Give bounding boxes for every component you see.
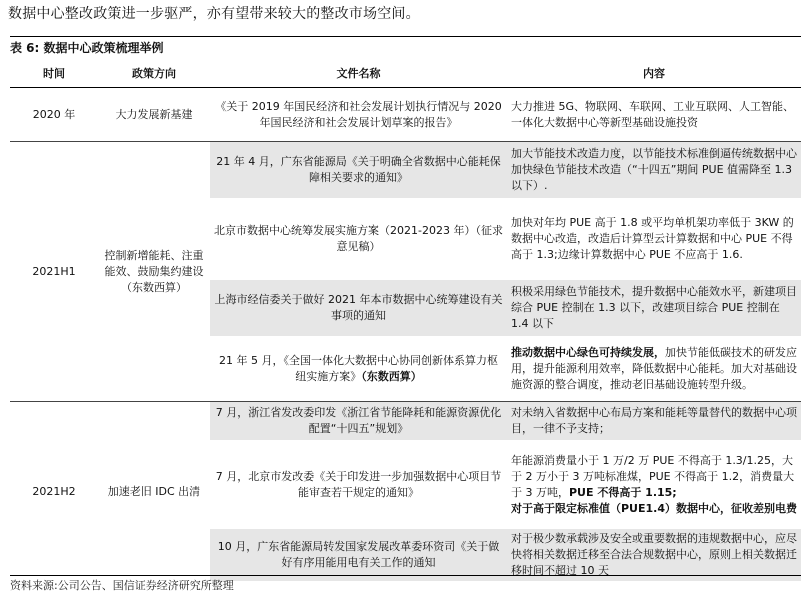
file-cell: 7 月，北京市发改委《关于印发进一步加强数据中心项目节能审查若干规定的通知》 [215,469,502,499]
table-row [10,142,801,199]
header-content: 内容 [507,61,801,88]
direction-cell: 加速老旧 IDC 出清 [107,484,201,498]
header-time: 时间 [10,61,98,88]
title-rule [10,36,801,37]
time-cell: 2021H1 [10,142,98,402]
content-text: 年能源消费量小于 1 万/2 万 PUE 不得高于 1.3/1.25，大于 2 万小于 3 万吨标准煤，PUE 不得高于 1.2，消费量大于 3 万吨， [511,453,795,499]
content-cell: 加快对年均 PUE 高于 1.8 或平均单机架功率低于 3KW 的数据中心改造，改造后计算型云计算数据和中心 PUE 不得高于 1.3;边缘计算数据中心 PUE 不应高于 1.6. [511,216,794,261]
content-text-bold: 推动数据中心绿色可持续发展， [511,345,665,359]
content-text-bold: 对于高于限定标准值（PUE1.4）数据中心，征收差别电费 [511,501,797,515]
table-title: 表 6: 数据中心政策梳理举例 [10,41,164,55]
content-text-bold: PUE 不得高于 1.15; [569,485,677,499]
content-cell: 积极采用绿色节能技术，提升数据中心能效水平，新建项目综合 PUE 控制在 1.3 以下，改建项目综合 PUE 控制在 1.4 以下 [507,280,801,336]
direction-cell: 控制新增能耗、注重能效、鼓励集约建设（东数西算） [98,142,210,402]
file-cell: 7 月，浙江省发改委印发《浙江省节能降耗和能源资源优化配置“十四五”规划》 [210,402,507,441]
intro-paragraph: 数据中心整改政策进一步驱严，亦有望带来较大的整改市场空间。 [8,6,420,22]
time-cell: 2021H2 [32,484,76,498]
file-cell: 上海市经信委关于做好 2021 年本市数据中心统筹建设有关事项的通知 [210,280,507,336]
header-file: 文件名称 [210,61,507,88]
bottom-rule [10,575,801,576]
file-cell: 10 月，广东省能源局转发国家发展改革委环资司《关于做好有序用能用电有关工作的通知 [210,529,507,581]
direction-cell: 大力发展新基建 [98,88,210,142]
content-text: 加快节能低碳技术的研发应用，提升能源利用效率，降低数据中心能耗。加大对基础设施资源的整合调度，推动老旧基础设施转型升级。 [511,345,797,391]
table-row [10,402,801,441]
file-cell: 《关于 2019 年国民经济和社会发展计划执行情况与 2020 年国民经济和社会发展计划草案的报告》 [210,88,507,142]
content-cell [507,336,801,402]
content-cell: 大力推进 5G、物联网、车联网、工业互联网、人工智能、一体化大数据中心等新型基础设施投资 [507,88,801,142]
source-note: 资料来源:公司公告、国信证券经济研究所整理 [10,579,234,592]
content-cell: 对未纳入省数据中心布局方案和能耗等量替代的数据中心项目，一律不予支持； [507,402,801,441]
file-text-bold: （东数西算） [361,369,422,383]
policy-table [10,61,801,581]
header-direction: 政策方向 [98,61,210,88]
file-cell [210,336,507,402]
table-row [10,88,801,142]
file-cell: 21 年 4 月，广东省能源局《关于明确全省数据中心能耗保障相关要求的通知》 [210,142,507,199]
content-cell [507,440,801,529]
content-cell: 加大节能技术改造力度，以节能技术标准倒逼传统数据中心加快绿色节能技术改造（“十四五”期间 PUE 值需降至 1.3 以下）. [507,142,801,199]
time-cell: 2020 年 [10,88,98,142]
file-cell: 北京市数据中心统筹发展实施方案（2021-2023 年）（征求意见稿） [214,224,503,253]
content-cell: 对于极少数承载涉及安全或重要数据的违规数据中心，应尽快将相关数据迁移至合法合规数据中心，原则上相关数据迁移时间不超过 10 天 [507,529,801,581]
table-header-row [10,61,801,88]
file-text: 21 年 5 月，《全国一体化大数据中心协同创新体系算力枢纽实施方案》 [219,353,498,383]
